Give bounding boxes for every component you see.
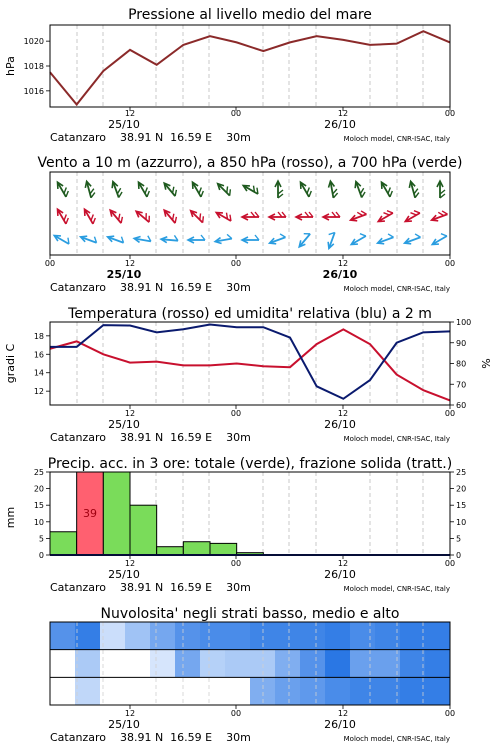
precipitation-ytick-label: 0 bbox=[38, 551, 44, 560]
cloud-cell-basso bbox=[50, 677, 75, 705]
cloud-cell-basso bbox=[200, 677, 225, 705]
wind-barb bbox=[84, 180, 96, 198]
wind-barb bbox=[107, 232, 126, 245]
temperature-ylabel: gradi C bbox=[4, 343, 17, 384]
wind-barb bbox=[296, 212, 313, 220]
precipitation-ytick-label: 20 bbox=[33, 484, 44, 494]
temperature-xtick-label: 12 bbox=[337, 409, 349, 418]
precipitation-xtick-label: 00 bbox=[230, 559, 242, 568]
humidity-ytick-label: 90 bbox=[456, 338, 467, 348]
precipitation-bar bbox=[50, 532, 77, 555]
cloud-cell-alto bbox=[400, 622, 425, 650]
pressure-ytick-label: 1018 bbox=[23, 62, 44, 71]
wind-barb bbox=[376, 233, 395, 246]
pressure-credit: Moloch model, CNR-ISAC, Italy bbox=[343, 135, 450, 143]
wind-barb bbox=[295, 231, 312, 249]
cloud-cell-medio bbox=[325, 650, 350, 678]
pressure-series-line bbox=[50, 31, 450, 104]
wind-barb bbox=[379, 180, 394, 199]
precipitation-xtick-label: 00 bbox=[444, 559, 456, 568]
wind-barb bbox=[108, 207, 125, 225]
wind-barb bbox=[190, 180, 205, 199]
cloud-cell-basso bbox=[100, 677, 125, 705]
pressure-date-label: 25/10 bbox=[108, 118, 140, 131]
cloud-panel bbox=[50, 606, 455, 744]
precipitation-ytick-label-right: 0 bbox=[456, 551, 462, 560]
cloud-date-label: 26/10 bbox=[324, 718, 356, 731]
wind-barb bbox=[298, 180, 313, 199]
wind-barb bbox=[242, 181, 261, 196]
cloud-xtick-label: 12 bbox=[337, 709, 349, 718]
cloud-cell-medio bbox=[375, 650, 400, 678]
precipitation-ytick-label-right: 25 bbox=[456, 468, 467, 477]
cloud-xtick-label: 00 bbox=[444, 709, 456, 718]
temperature-frame bbox=[50, 322, 450, 405]
wind-barb bbox=[161, 234, 179, 243]
cloud-cell-alto bbox=[225, 622, 250, 650]
cloud-cell-alto bbox=[75, 622, 100, 650]
cloud-cell-basso bbox=[425, 677, 450, 705]
temperature-ytick-label: 18 bbox=[33, 331, 44, 341]
cloud-cell-alto bbox=[375, 622, 400, 650]
wind-xtick-label: 12 bbox=[337, 259, 349, 268]
wind-barb bbox=[349, 232, 368, 247]
precipitation-overflow-label: 39 bbox=[83, 507, 97, 520]
wind-barb bbox=[55, 180, 70, 199]
wind-xtick-label: 00 bbox=[44, 259, 56, 268]
wind-date-label: 26/10 bbox=[322, 268, 358, 281]
cloud-xtick-label: 12 bbox=[124, 709, 136, 718]
wind-frame bbox=[50, 172, 450, 255]
cloud-cell-alto bbox=[200, 622, 225, 650]
pressure-panel bbox=[4, 7, 455, 144]
wind-credit: Moloch model, CNR-ISAC, Italy bbox=[343, 285, 450, 293]
wind-barb bbox=[430, 232, 449, 247]
temperature-xtick-label: 00 bbox=[444, 409, 456, 418]
temperature-location: Catanzaro 38.91 N 16.59 E 30m bbox=[50, 431, 251, 444]
wind-barb bbox=[437, 181, 445, 198]
humidity-ytick-label: 60 bbox=[456, 401, 467, 410]
pressure-ytick-label: 1016 bbox=[23, 86, 44, 96]
wind-panel bbox=[37, 155, 462, 294]
precipitation-credit: Moloch model, CNR-ISAC, Italy bbox=[343, 585, 450, 593]
cloud-cell-basso bbox=[125, 677, 150, 705]
precipitation-ytick-label: 15 bbox=[33, 501, 44, 511]
pressure-xtick-label: 00 bbox=[230, 109, 242, 118]
precipitation-ytick-label: 10 bbox=[33, 517, 44, 527]
precipitation-ytick-label: 5 bbox=[38, 534, 44, 544]
wind-barb bbox=[134, 234, 152, 245]
pressure-ytick-label: 1020 bbox=[23, 37, 44, 47]
pressure-date-label: 26/10 bbox=[324, 118, 356, 131]
wind-barb bbox=[216, 180, 234, 198]
cloud-cell-medio bbox=[50, 650, 75, 678]
humidity-series-line bbox=[50, 324, 450, 398]
cloud-cell-medio bbox=[400, 650, 425, 678]
cloud-cell-medio bbox=[175, 650, 200, 678]
cloud-credit: Moloch model, CNR-ISAC, Italy bbox=[343, 735, 450, 743]
wind-barb bbox=[82, 207, 97, 226]
cloud-cell-basso bbox=[350, 677, 375, 705]
cloud-cell-basso bbox=[175, 677, 200, 705]
temperature-xtick-label: 00 bbox=[230, 409, 242, 418]
pressure-location: Catanzaro 38.91 N 16.59 E 30m bbox=[50, 131, 251, 144]
humidity-ylabel: % bbox=[480, 358, 493, 369]
cloud-date-label: 25/10 bbox=[108, 718, 140, 731]
cloud-cell-alto bbox=[275, 622, 300, 650]
cloud-cell-basso bbox=[375, 677, 400, 705]
cloud-cell-basso bbox=[325, 677, 350, 705]
wind-barb bbox=[268, 233, 287, 246]
pressure-xtick-label: 00 bbox=[444, 109, 456, 118]
wind-barb bbox=[275, 181, 283, 198]
cloud-cell-medio bbox=[425, 650, 450, 678]
pressure-title: Pressione al livello medio del mare bbox=[128, 7, 372, 23]
wind-barb bbox=[403, 233, 422, 246]
wind-barb-shaft bbox=[191, 211, 202, 222]
humidity-ytick-label: 100 bbox=[456, 318, 472, 327]
wind-barb bbox=[349, 210, 368, 223]
precipitation-xtick-label: 12 bbox=[337, 559, 349, 568]
wind-barb bbox=[80, 232, 99, 245]
humidity-ytick-label: 80 bbox=[456, 359, 467, 369]
cloud-cell-basso bbox=[225, 677, 250, 705]
wind-barb bbox=[327, 180, 338, 198]
wind-barb bbox=[188, 235, 205, 243]
precipitation-bar bbox=[157, 547, 184, 555]
wind-xtick-label: 00 bbox=[230, 259, 242, 268]
cloud-cell-alto bbox=[150, 622, 175, 650]
wind-barb-shaft bbox=[218, 184, 229, 195]
cloud-cell-alto bbox=[425, 622, 450, 650]
cloud-cell-medio bbox=[150, 650, 175, 678]
cloud-cell-alto bbox=[350, 622, 375, 650]
temperature-series-line bbox=[50, 329, 450, 400]
cloud-cell-medio bbox=[350, 650, 375, 678]
cloud-cell-medio bbox=[100, 650, 125, 678]
wind-barb bbox=[53, 231, 72, 246]
cloud-cell-alto bbox=[50, 622, 75, 650]
temperature-ytick-label: 14 bbox=[33, 368, 44, 378]
temperature-title: Temperatura (rosso) ed umidita' relativa (blu) a 2 m bbox=[68, 306, 432, 322]
wind-barb bbox=[189, 207, 207, 225]
wind-barb bbox=[430, 210, 449, 223]
cloud-cell-basso bbox=[150, 677, 175, 705]
wind-barb bbox=[162, 180, 179, 198]
cloud-cell-alto bbox=[100, 622, 125, 650]
temperature-ytick-label: 12 bbox=[33, 387, 44, 397]
cloud-cell-medio bbox=[300, 650, 325, 678]
wind-barb bbox=[242, 235, 259, 243]
wind-location: Catanzaro 38.91 N 16.59 E 30m bbox=[50, 281, 251, 294]
wind-barb bbox=[376, 209, 395, 224]
cloud-cell-medio bbox=[125, 650, 150, 678]
pressure-ylabel: hPa bbox=[4, 56, 17, 76]
wind-barb bbox=[134, 207, 152, 224]
precipitation-ytick-label-right: 20 bbox=[456, 484, 467, 494]
cloud-title: Nuvolosita' negli strati basso, medio e alto bbox=[100, 606, 400, 622]
cloud-cell-medio bbox=[275, 650, 300, 678]
wind-date-label: 25/10 bbox=[106, 268, 142, 281]
wind-barb bbox=[215, 208, 234, 223]
temperature-date-label: 25/10 bbox=[108, 418, 140, 431]
temperature-panel bbox=[4, 306, 493, 444]
temperature-date-label: 26/10 bbox=[324, 418, 356, 431]
temperature-ytick-label: 16 bbox=[33, 350, 44, 360]
wind-barb bbox=[408, 180, 420, 198]
cloud-cell-alto bbox=[175, 622, 200, 650]
pressure-xtick-label: 12 bbox=[124, 109, 136, 118]
cloud-xtick-label: 00 bbox=[230, 709, 242, 718]
precipitation-bar bbox=[103, 472, 130, 555]
precipitation-bar bbox=[183, 542, 210, 555]
pressure-xtick-label: 12 bbox=[337, 109, 349, 118]
wind-barb bbox=[324, 231, 337, 250]
wind-xtick-label: 00 bbox=[444, 259, 456, 268]
precipitation-ylabel: mm bbox=[4, 506, 17, 529]
wind-xtick-label: 12 bbox=[124, 259, 136, 268]
precipitation-bar bbox=[210, 543, 237, 555]
wind-barb bbox=[269, 212, 286, 220]
cloud-cell-alto bbox=[300, 622, 325, 650]
precipitation-date-label: 25/10 bbox=[108, 568, 140, 581]
wind-barb bbox=[323, 212, 340, 220]
wind-barb bbox=[162, 207, 179, 225]
precipitation-ytick-label-right: 5 bbox=[456, 534, 462, 544]
cloud-cell-basso bbox=[75, 677, 100, 705]
precipitation-ytick-label-right: 10 bbox=[456, 517, 467, 527]
cloud-cell-basso bbox=[300, 677, 325, 705]
wind-barb bbox=[136, 180, 151, 199]
wind-barb bbox=[353, 180, 366, 199]
humidity-ytick-label: 70 bbox=[456, 380, 467, 390]
wind-barb bbox=[403, 209, 422, 224]
cloud-cell-medio bbox=[225, 650, 250, 678]
cloud-cell-medio bbox=[200, 650, 225, 678]
wind-title: Vento a 10 m (azzurro), a 850 hPa (rosso), a 700 hPa (verde) bbox=[37, 155, 463, 171]
precipitation-location: Catanzaro 38.91 N 16.59 E 30m bbox=[50, 581, 251, 594]
precipitation-ytick-label: 25 bbox=[33, 468, 44, 477]
precipitation-ytick-label-right: 15 bbox=[456, 501, 467, 511]
cloud-cell-alto bbox=[125, 622, 150, 650]
cloud-cell-alto bbox=[325, 622, 350, 650]
wind-barb bbox=[110, 180, 123, 199]
precipitation-title: Precip. acc. in 3 ore: totale (verde), frazione solida (tratt.) bbox=[47, 456, 453, 472]
wind-barb bbox=[55, 207, 70, 226]
precipitation-panel bbox=[4, 456, 466, 594]
precipitation-xtick-label: 12 bbox=[124, 559, 136, 568]
precipitation-date-label: 26/10 bbox=[324, 568, 356, 581]
cloud-cell-medio bbox=[75, 650, 100, 678]
cloud-location: Catanzaro 38.91 N 16.59 E 30m bbox=[50, 731, 251, 744]
precipitation-bar bbox=[130, 505, 157, 555]
cloud-cell-basso bbox=[275, 677, 300, 705]
wind-barb bbox=[242, 212, 259, 220]
temperature-credit: Moloch model, CNR-ISAC, Italy bbox=[343, 435, 450, 443]
temperature-xtick-label: 12 bbox=[124, 409, 136, 418]
wind-barb bbox=[214, 234, 232, 245]
cloud-cell-basso bbox=[400, 677, 425, 705]
